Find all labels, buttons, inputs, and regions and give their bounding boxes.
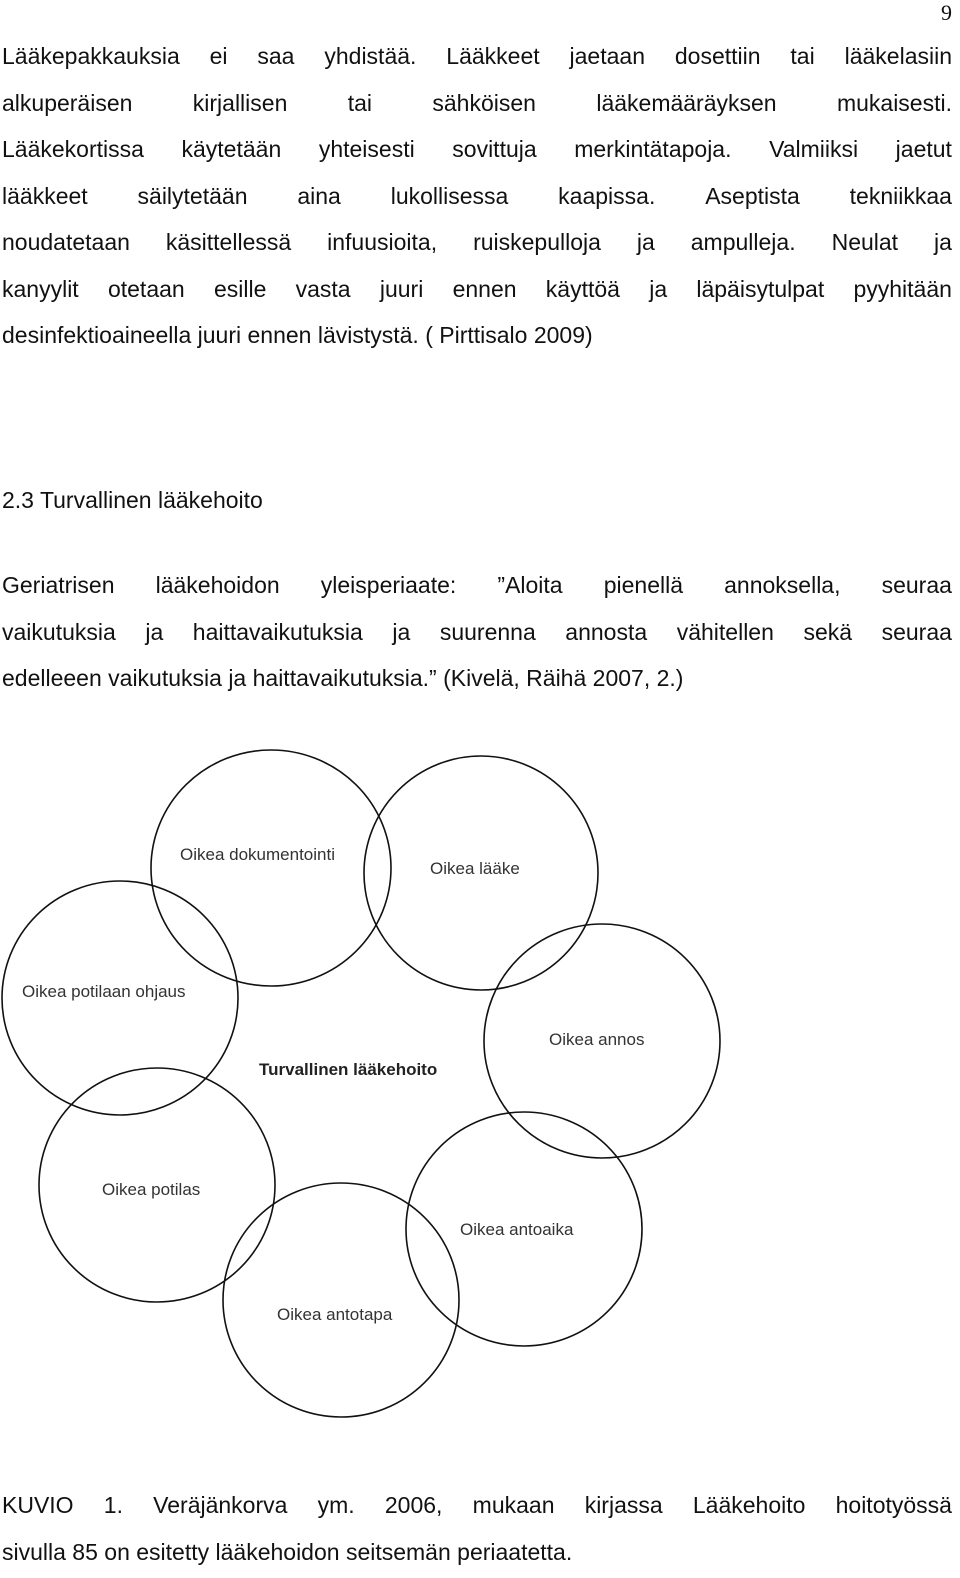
word: käytetään (181, 136, 282, 162)
word: juuri (379, 275, 424, 302)
label-timing: Oikea antoaika (460, 1220, 574, 1239)
label-patient-guidance: Oikea potilaan ohjaus (22, 982, 186, 1001)
paragraph-safe-handling (2, 33, 952, 359)
word: saa (257, 43, 295, 69)
word: Lääkkeet (446, 43, 540, 69)
paragraph-line (2, 173, 952, 220)
word: Veräjänkorva (153, 1492, 288, 1518)
label-dose: Oikea annos (549, 1030, 645, 1049)
word: Geriatrisen (2, 572, 115, 598)
word: ja (649, 275, 668, 302)
word: vasta (295, 275, 351, 302)
word: yhteisesti (318, 136, 415, 162)
word: kaapissa. (558, 182, 656, 209)
section-heading-text: 2.3 Turvallinen lääkehoito (2, 487, 263, 513)
word: lääkehoidon (155, 572, 280, 598)
word: kirjassa (584, 1492, 663, 1518)
word: kanyylit (2, 275, 79, 302)
word: käyttöä (545, 275, 620, 302)
word: tai (790, 43, 815, 69)
word: käsittellessä (165, 229, 292, 255)
word: hoitotyössä (835, 1492, 952, 1518)
word: ruiskepulloja (473, 229, 601, 255)
word: haittavaikutuksia (192, 618, 363, 645)
word: Aseptista (705, 182, 800, 209)
paragraph-line (2, 219, 952, 266)
word: 2006, (384, 1492, 443, 1518)
word: pyyhitään (853, 275, 952, 302)
word: mukaisesti. (836, 89, 952, 116)
word: KUVIO (2, 1492, 74, 1518)
word: alkuperäisen (2, 89, 133, 116)
word: tekniikkaa (849, 182, 952, 209)
word: ja (934, 229, 952, 255)
paragraph-line (2, 266, 952, 313)
word: tai (347, 89, 373, 116)
word: säilytetään (137, 182, 248, 209)
word: lääkelasiin (844, 43, 952, 69)
word: merkintätapoja. (574, 136, 732, 162)
word: lukollisessa (390, 182, 509, 209)
word: läpäisytulpat (696, 275, 825, 302)
word: ei (209, 43, 228, 69)
word: lääkemääräyksen (596, 89, 777, 116)
word: Neulat (831, 229, 899, 255)
word: Lääkepakkauksia (2, 43, 180, 69)
word: esille (213, 275, 267, 302)
word: ja (636, 229, 655, 255)
word: ampulleja. (690, 229, 796, 255)
caption-line (2, 1482, 952, 1529)
safe-medication-diagram (0, 740, 960, 1440)
word: jaetut (895, 136, 952, 162)
paragraph-line (2, 562, 952, 609)
paragraph-last-line: desinfektioaineella juuri ennen lävistystä. ( Pirttisalo 2009) (2, 322, 593, 348)
caption-last-line: sivulla 85 on esitetty lääkehoidon seitsemän periaatetta. (2, 1538, 573, 1565)
figure-caption (2, 1482, 952, 1575)
section-heading (2, 477, 952, 524)
paragraph-geriatric-principle (2, 562, 952, 702)
word: annosta (565, 618, 648, 645)
label-documentation: Oikea dokumentointi (180, 845, 335, 864)
word: ym. (317, 1492, 355, 1518)
word: noudatetaan (2, 229, 130, 255)
paragraph-last-line: edelleeen vaikutuksia ja haittavaikutuksia.” (Kivelä, Räihä 2007, 2.) (2, 665, 684, 691)
word: ja (145, 618, 164, 645)
word: kirjallisen (192, 89, 288, 116)
word: vähitellen (676, 618, 774, 645)
diagram-circles (0, 740, 960, 1440)
word: ennen (452, 275, 517, 302)
paragraph-line (2, 126, 952, 173)
word: aina (297, 182, 341, 209)
word: ”Aloita (497, 572, 563, 598)
label-route: Oikea antotapa (277, 1305, 393, 1324)
word: seuraa (881, 618, 952, 645)
paragraph-line (2, 33, 952, 80)
paragraph-line (2, 80, 952, 127)
word: sähköisen (432, 89, 536, 116)
word: yleisperiaate: (320, 572, 457, 598)
word: mukaan (472, 1492, 555, 1518)
label-medicine: Oikea lääke (430, 859, 520, 878)
word: vaikutuksia (2, 618, 116, 645)
word: yhdistää. (324, 43, 417, 69)
word: sovittuja (452, 136, 537, 162)
word: otetaan (107, 275, 185, 302)
word: Lääkehoito (692, 1492, 806, 1518)
word: 1. (103, 1492, 123, 1518)
word: Valmiiksi (769, 136, 859, 162)
word: ja (392, 618, 411, 645)
word: annoksella, (724, 572, 841, 598)
word: suurenna (439, 618, 536, 645)
page-number: 9 (941, 0, 952, 25)
word: dosettiin (674, 43, 761, 69)
circle-route (223, 1183, 459, 1417)
word: jaetaan (569, 43, 645, 69)
label-patient: Oikea potilas (102, 1180, 201, 1199)
word: seuraa (881, 572, 952, 598)
word: pienellä (603, 572, 684, 598)
circle-documentation (151, 750, 391, 986)
word: sekä (803, 618, 853, 645)
word: lääkkeet (2, 182, 88, 209)
word: Lääkekortissa (2, 136, 144, 162)
paragraph-line (2, 609, 952, 656)
diagram-center-label: Turvallinen lääkehoito (259, 1060, 438, 1079)
word: infuusioita, (327, 229, 438, 255)
